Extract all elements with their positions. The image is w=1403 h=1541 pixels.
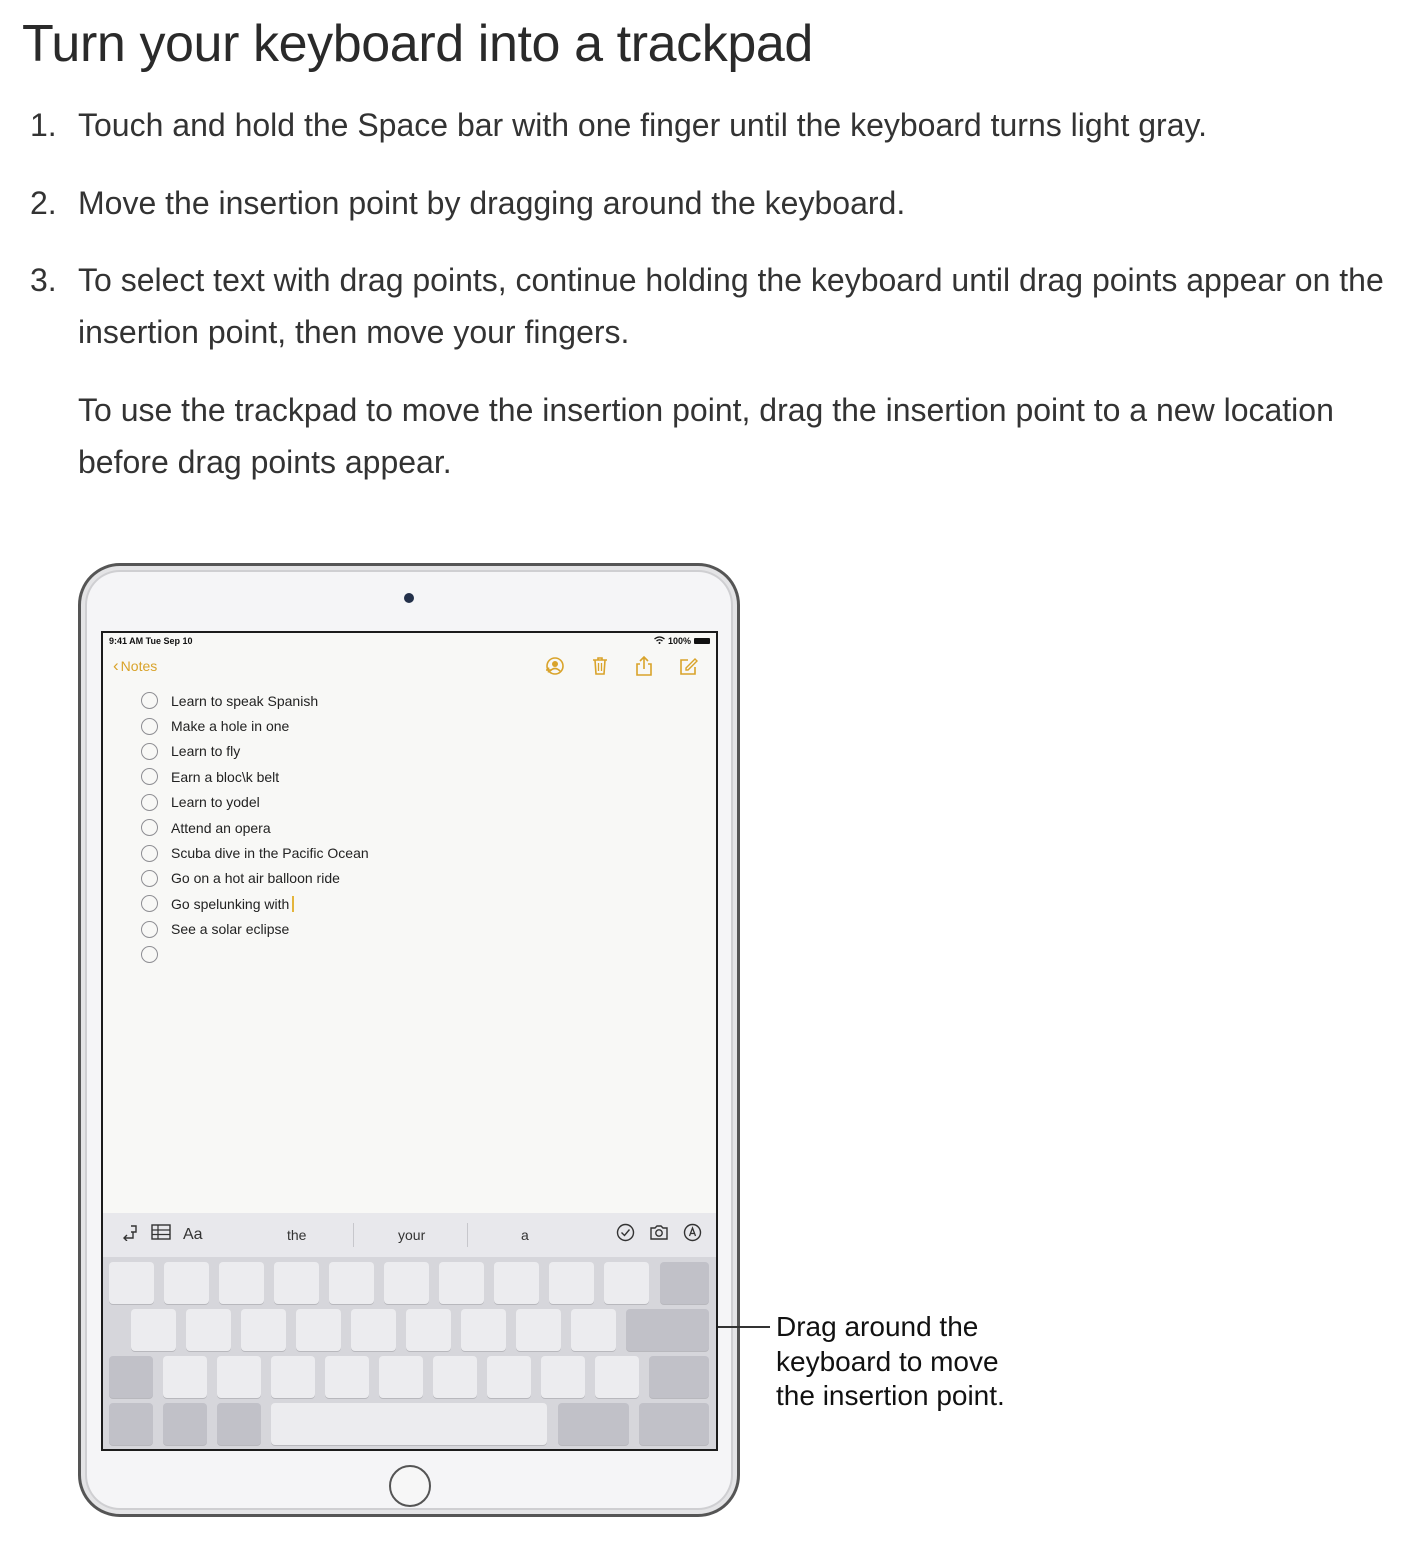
keyboard-key <box>516 1309 561 1351</box>
keyboard-key <box>379 1356 423 1398</box>
callout-leader-line <box>718 1326 770 1328</box>
keyboard-key <box>325 1356 369 1398</box>
back-label: Notes <box>120 657 158 674</box>
keyboard-key <box>164 1262 209 1304</box>
keyboard-key <box>131 1309 176 1351</box>
status-bar <box>109 635 710 649</box>
keyboard-key <box>487 1356 531 1398</box>
space-bar <box>271 1403 547 1445</box>
checklist-item-text: See a solar eclipse <box>171 921 290 938</box>
checkbox-circle[interactable] <box>141 895 158 912</box>
checkbox-circle[interactable] <box>141 718 158 735</box>
keyboard-key <box>433 1356 477 1398</box>
insertion-point <box>292 896 294 912</box>
keyboard-key <box>329 1262 374 1304</box>
chevron-left-icon: ‹ <box>113 656 119 675</box>
keyboard-key <box>274 1262 319 1304</box>
keyboard-key <box>217 1356 261 1398</box>
checkbox-circle[interactable] <box>141 768 158 785</box>
globe-key <box>163 1403 207 1445</box>
checkbox-circle[interactable] <box>141 921 158 938</box>
battery-percent: 100% <box>667 636 691 646</box>
keyboard-key <box>604 1262 649 1304</box>
toolbar-icons <box>544 655 698 677</box>
keyboard-key <box>186 1309 231 1351</box>
keyboard-key <box>296 1309 341 1351</box>
keyboard-key <box>271 1356 315 1398</box>
checklist-item[interactable] <box>141 840 369 865</box>
table-icon[interactable] <box>151 1224 171 1245</box>
shift-key <box>649 1356 709 1398</box>
keyboard-key <box>461 1309 506 1351</box>
keyboard-key <box>406 1309 451 1351</box>
checklist-item-text: Earn a bloc\k belt <box>171 768 280 785</box>
markup-icon[interactable] <box>683 1223 702 1247</box>
home-button <box>389 1465 431 1507</box>
step-text: Move the insertion point by dragging around the keyboard. <box>78 185 906 221</box>
keyboard-key <box>109 1262 154 1304</box>
checkbox-circle[interactable] <box>141 946 158 963</box>
callout-text <box>776 1310 1076 1414</box>
return-key <box>626 1309 709 1351</box>
step-note: To use the trackpad to move the insertion point, drag the insertion point to a new location before drag points appear. <box>78 392 1334 480</box>
add-people-icon[interactable] <box>544 655 566 677</box>
delete-key <box>660 1262 709 1304</box>
numbers-key <box>109 1403 153 1445</box>
keyboard-key <box>241 1309 286 1351</box>
checklist-item[interactable] <box>141 713 369 738</box>
keyboard-key <box>571 1309 616 1351</box>
insert-tools <box>616 1223 702 1247</box>
checklist-item-text: Attend an opera <box>171 819 271 836</box>
checklist-item-text: Go spelunking with <box>171 895 290 912</box>
camera-icon[interactable] <box>649 1223 669 1247</box>
checkbox-circle[interactable] <box>141 743 158 760</box>
checklist-icon[interactable] <box>616 1223 635 1247</box>
checklist-item[interactable] <box>141 942 369 967</box>
checklist-item-text: Learn to yodel <box>171 794 260 811</box>
keyboard-key <box>494 1262 539 1304</box>
step-number: 2. <box>30 185 57 221</box>
checkbox-circle[interactable] <box>141 692 158 709</box>
checkbox-circle[interactable] <box>141 845 158 862</box>
checklist-item[interactable] <box>141 891 369 916</box>
keyboard-key <box>595 1356 639 1398</box>
wifi-icon <box>654 636 665 646</box>
checklist-item-text: Learn to speak Spanish <box>171 692 319 709</box>
checklist-item-text: Learn to fly <box>171 743 241 760</box>
checklist-item[interactable] <box>141 917 369 942</box>
checkbox-circle[interactable] <box>141 870 158 887</box>
step-text: To select text with drag points, continue holding the keyboard until drag points appear on the insertion point, then move your fingers. <box>78 262 1384 350</box>
keyboard-key <box>541 1356 585 1398</box>
checklist-item-text: Scuba dive in the Pacific Ocean <box>171 845 369 862</box>
checkbox-circle[interactable] <box>141 794 158 811</box>
checkbox-circle[interactable] <box>141 819 158 836</box>
keyboard-key <box>439 1262 484 1304</box>
suggestion-3[interactable]: a <box>521 1227 529 1243</box>
checklist-item-text: Make a hole in one <box>171 718 290 735</box>
step-text: Touch and hold the Space bar with one finger until the keyboard turns light gray. <box>78 107 1207 143</box>
back-button[interactable] <box>113 657 157 674</box>
checklist-item-text: Go on a hot air balloon ride <box>171 870 340 887</box>
checklist-item-active[interactable] <box>171 896 294 912</box>
ipad-screen <box>101 631 718 1451</box>
numbers-key <box>558 1403 629 1445</box>
dictation-key <box>217 1403 261 1445</box>
hide-keyboard-key <box>639 1403 709 1445</box>
callout-line: keyboard to move <box>776 1345 999 1377</box>
step-number: 3. <box>30 262 57 298</box>
front-camera <box>404 593 414 603</box>
suggestion-divider <box>353 1223 354 1247</box>
notes-toolbar <box>113 657 706 679</box>
checklist-item[interactable] <box>141 866 369 891</box>
keyboard-trackpad[interactable] <box>103 1213 716 1449</box>
callout-line: Drag around the <box>776 1311 979 1342</box>
page-title: Turn your keyboard into a trackpad <box>22 15 813 73</box>
suggestion-2[interactable]: your <box>398 1227 426 1243</box>
format-text-button[interactable]: Aa <box>183 1225 203 1243</box>
checklist-item[interactable] <box>141 764 369 789</box>
undo-icon[interactable] <box>121 1223 139 1246</box>
battery-icon <box>694 638 710 644</box>
keyboard-key <box>163 1356 207 1398</box>
compose-icon[interactable] <box>678 655 698 677</box>
quicktype-bar <box>103 1213 716 1257</box>
keyboard-key <box>549 1262 594 1304</box>
status-battery <box>654 636 710 646</box>
checklist-item[interactable] <box>141 790 369 815</box>
status-time: 9:41 AM Tue Sep 10 <box>109 636 193 646</box>
checklist-item[interactable] <box>141 688 369 713</box>
keyboard-key <box>351 1309 396 1351</box>
format-tools <box>121 1223 203 1246</box>
trash-icon[interactable] <box>590 655 610 677</box>
keyboard-key <box>219 1262 264 1304</box>
shift-key <box>109 1356 153 1398</box>
checklist-item[interactable] <box>141 815 369 840</box>
suggestion-1[interactable]: the <box>287 1227 307 1243</box>
share-icon[interactable] <box>634 655 654 677</box>
suggestion-divider <box>467 1223 468 1247</box>
checklist <box>141 688 369 967</box>
callout-line: the insertion point. <box>776 1380 1005 1411</box>
keyboard-key <box>384 1262 429 1304</box>
step-number: 1. <box>30 107 57 143</box>
checklist-item[interactable] <box>141 739 369 764</box>
